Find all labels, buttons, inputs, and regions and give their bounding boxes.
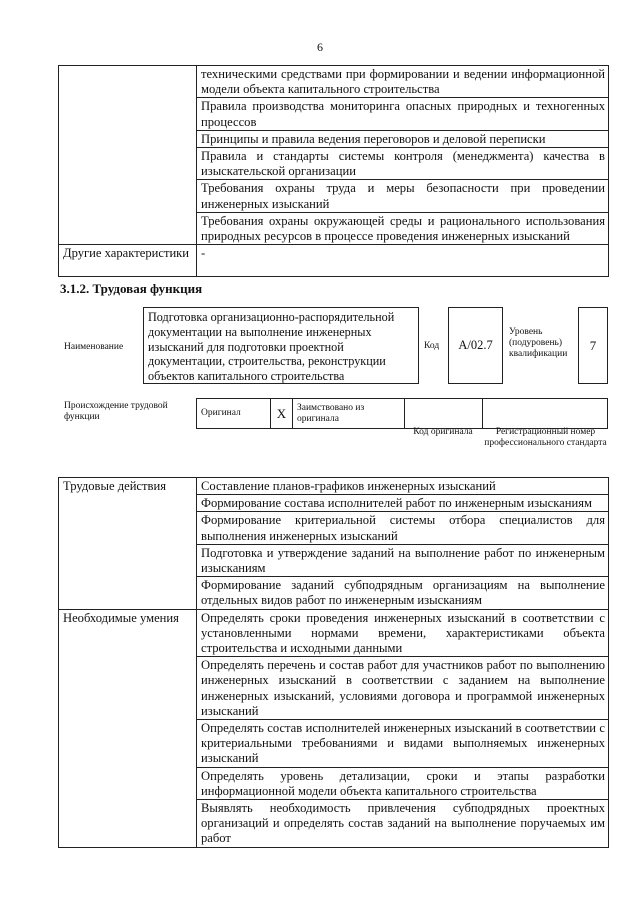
name-label: Наименование <box>64 342 124 352</box>
knowledge-table-continued <box>58 65 609 277</box>
labor-action-item: Формирование состава исполнителей работ по инженерным изысканиям <box>197 495 609 512</box>
labor-action-item: Формирование заданий субподрядным организациям на выполнение отдельных видов работ по инженерным изысканиям <box>197 577 609 609</box>
required-skills-label: Необходимые умения <box>59 609 197 847</box>
registration-caption: Регистрационный номер профессионального стандарта <box>484 427 607 448</box>
labor-action-item: Формирование критериальной системы отбора специалистов для выполнения инженерных изысканий <box>197 512 609 544</box>
table-row <box>59 478 609 495</box>
borrowed-label: Заимствовано из оригинала <box>293 399 405 429</box>
page-number: 6 <box>317 40 323 54</box>
skill-item: Определять сроки проведения инженерных изысканий в соответствии с установленными нормами времени, характеристиками объекта строительства и исходными данными <box>197 609 609 657</box>
level-label: Уровень (подуровень) квалификации <box>509 327 568 359</box>
other-characteristics-value: - <box>197 245 609 277</box>
row-label-empty <box>59 66 197 245</box>
function-name-box <box>143 307 419 384</box>
knowledge-item: Требования охраны окружающей среды и рационального использования природных ресурсов в процессе проведения инженерных изысканий <box>197 212 609 244</box>
skill-item: Определять перечень и состав работ для участников работ по выполнению инженерных изысканий в соответствии с заданием на выполнение инженерных изысканий, условиями договора и программой инженерных изысканий <box>197 657 609 720</box>
skill-item: Определять состав исполнителей инженерных изысканий в соответствии с критериальными требованиями и видами выполняемых инженерных изысканий <box>197 720 609 768</box>
knowledge-item: Правила и стандарты системы контроля (менеджмента) качества в изыскательской организации <box>197 148 609 180</box>
original-code-cell <box>405 399 483 429</box>
labor-function-table <box>58 477 609 848</box>
knowledge-item: Правила производства мониторинга опасных природных и техногенных процессов <box>197 98 609 130</box>
labor-action-item: Составление планов-графиков инженерных изысканий <box>197 478 609 495</box>
knowledge-item: Принципы и правила ведения переговоров и деловой переписки <box>197 130 609 147</box>
level-value: 7 <box>589 337 597 353</box>
code-value: A/02.7 <box>458 338 493 352</box>
skill-item: Выявлять необходимость привлечения субподрядных проектных организаций и определять состав заданий на выполнение поручаемых им работ <box>197 800 609 848</box>
code-label: Код <box>424 341 440 351</box>
original-label: Оригинал <box>197 399 271 429</box>
other-characteristics-label: Другие характеристики <box>59 245 197 277</box>
table-row <box>197 399 608 429</box>
original-mark: X <box>271 399 293 429</box>
table-row <box>59 66 609 98</box>
table-row <box>59 609 609 657</box>
origin-label: Происхождение трудовой функции <box>64 401 168 422</box>
table-row <box>59 245 609 277</box>
level-box <box>578 307 608 384</box>
origin-table <box>196 398 608 429</box>
knowledge-item: Требования охраны труда и меры безопасности при проведении инженерных изысканий <box>197 180 609 212</box>
code-box <box>448 307 503 384</box>
skill-item: Определять уровень детализации, сроки и этапы разработки информационной модели объекта капитального строительства <box>197 767 609 799</box>
code-caption: Код оригинала <box>413 427 473 437</box>
registration-number-cell <box>483 399 608 429</box>
section-heading: 3.1.2. Трудовая функция <box>60 281 203 296</box>
labor-action-item: Подготовка и утверждение заданий на выполнение работ по инженерным изысканиям <box>197 544 609 576</box>
function-name: Подготовка организационно-распорядительной документации на выполнение инженерных изысканий для подготовки проектной документации, строительства, реконструкции объектов капитального строительства <box>148 310 395 384</box>
labor-actions-label: Трудовые действия <box>59 478 197 610</box>
knowledge-item: техническими средствами при формировании и ведении информационной модели объекта капитального строительства <box>197 66 609 98</box>
